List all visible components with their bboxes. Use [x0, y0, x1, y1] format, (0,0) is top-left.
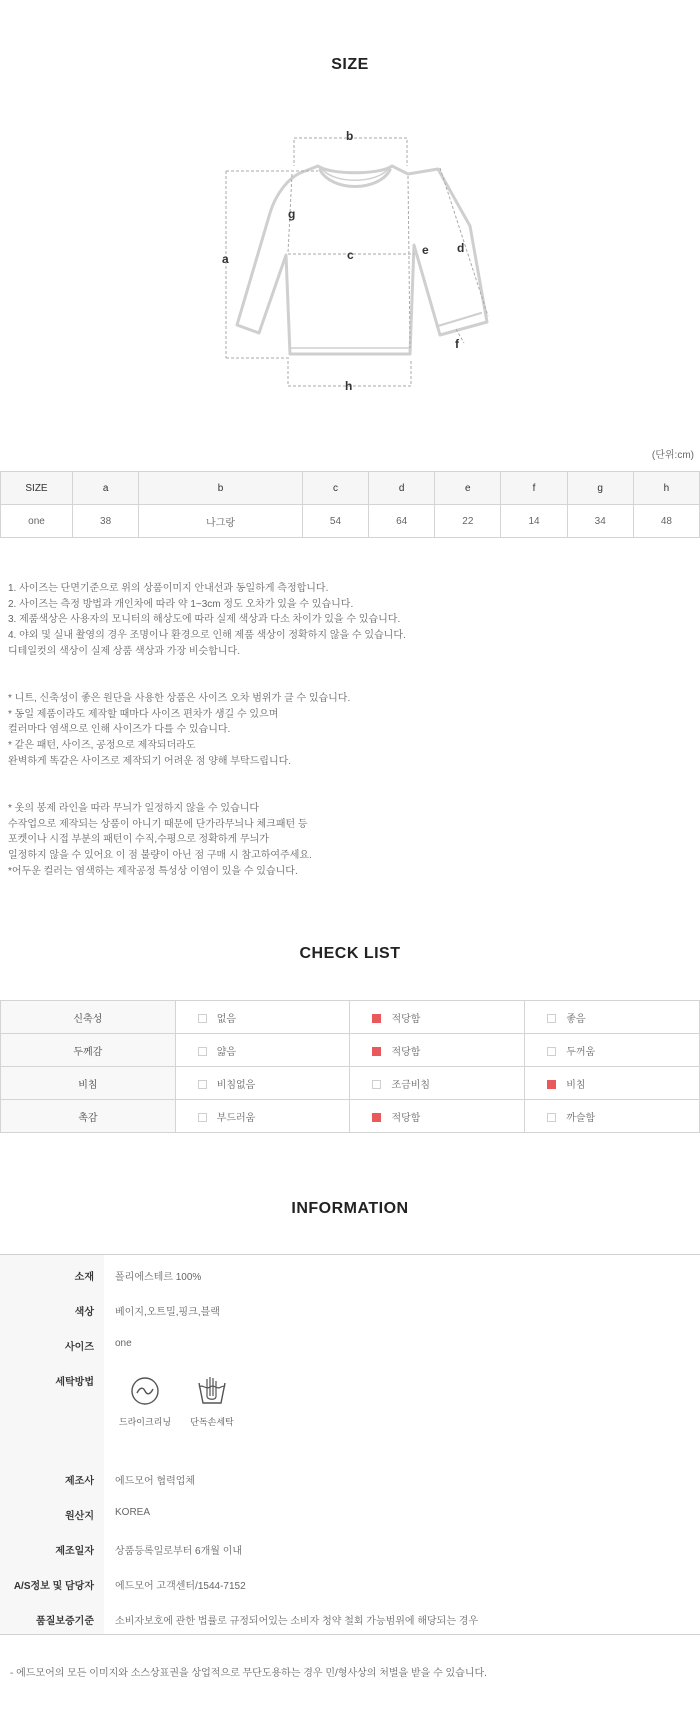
checkbox-icon [547, 1014, 556, 1023]
check-option-label: 비침 [566, 1079, 586, 1091]
check-option [350, 1100, 525, 1133]
checkbox-icon [198, 1014, 207, 1023]
wash-method-label: 드라이크리닝 [118, 1417, 172, 1427]
note-line: 디테일컷의 색상이 실제 상품 색상과 가장 비슷합니다. [8, 645, 240, 657]
info-value: one [115, 1338, 132, 1349]
info-label: 원산지 [65, 1511, 94, 1522]
check-option [175, 1067, 350, 1100]
checkbox-checked-icon [372, 1014, 381, 1023]
unit-label: (단위:cm) [651, 450, 694, 461]
info-value: 상품등록일로부터 6개월 이내 [115, 1546, 243, 1557]
info-value: 에드모어 협력업체 [115, 1476, 196, 1487]
check-option [175, 1001, 350, 1034]
info-label: 제조사 [65, 1476, 94, 1487]
checkbox-icon [198, 1080, 207, 1089]
check-category: 두께감 [1, 1034, 176, 1067]
note-line: 4. 야외 및 실내 촬영의 경우 조명이나 환경으로 인해 제품 색상이 정확하지 않을 수 있습니다. [8, 630, 406, 642]
info-label: 제조일자 [55, 1546, 94, 1557]
wash-method-label: 단독손세탁 [190, 1417, 234, 1427]
information-title: INFORMATION [291, 1200, 409, 1217]
check-option [350, 1067, 525, 1100]
size-header-cell: g [567, 472, 633, 505]
dry-clean-icon [129, 1375, 161, 1407]
note-line: * 옷의 봉제 라인을 따라 무늬가 일정하지 않을 수 있습니다 [8, 803, 260, 814]
info-value: 에드모어 고객센터/1544-7152 [115, 1581, 246, 1592]
check-option-label: 적당함 [391, 1112, 421, 1124]
size-header-cell: f [501, 472, 567, 505]
fabric-notes [8, 691, 350, 770]
note-line: * 같은 패턴, 사이즈, 공정으로 제작되더라도 [8, 740, 196, 752]
check-option [525, 1034, 700, 1067]
check-option-label: 부드러움 [216, 1112, 256, 1124]
label-b: b [346, 129, 354, 143]
size-header-cell: h [633, 472, 699, 505]
info-label: 품질보증기준 [36, 1616, 94, 1627]
info-value: 폴리에스테르 100% [115, 1272, 202, 1283]
size-cell: 나그랑 [139, 505, 303, 538]
label-g: g [288, 207, 296, 221]
check-option-label: 없음 [216, 1013, 237, 1025]
checkbox-icon [547, 1113, 556, 1122]
size-header-cell: c [302, 472, 368, 505]
check-option [350, 1034, 525, 1067]
checkbox-icon [198, 1047, 207, 1056]
label-h: h [345, 379, 353, 393]
size-header-cell: a [73, 472, 139, 505]
size-header-cell: d [369, 472, 435, 505]
info-value: KOREA [115, 1507, 151, 1518]
size-header-cell: e [435, 472, 501, 505]
size-notes [8, 581, 406, 660]
size-cell: 34 [567, 505, 633, 538]
size-cell: 38 [73, 505, 139, 538]
wash-method-hand-wash [177, 1375, 247, 1428]
size-cell: 22 [435, 505, 501, 538]
label-a: a [222, 252, 229, 266]
info-label: 소재 [74, 1272, 94, 1283]
check-row [1, 1034, 700, 1067]
note-line: 컬러마다 염색으로 인해 사이즈가 다를 수 있습니다. [8, 724, 231, 736]
check-option [175, 1100, 350, 1133]
size-header-cell: b [139, 472, 303, 505]
size-header-cell: SIZE [1, 472, 73, 505]
info-bottom-divider [0, 1634, 700, 1635]
info-top-divider [0, 1254, 700, 1255]
check-category: 촉감 [1, 1100, 176, 1133]
size-cell: 54 [302, 505, 368, 538]
checkbox-checked-icon [372, 1047, 381, 1056]
note-line: *어두운 컬러는 염색하는 제작공정 특성상 이염이 있을 수 있습니다. [8, 865, 298, 877]
label-c: c [347, 248, 354, 262]
note-line: * 니트, 신축성이 좋은 원단을 사용한 상품은 사이즈 오차 범위가 클 수 있습니다. [8, 693, 351, 704]
size-title: SIZE [331, 56, 369, 73]
check-option-label: 적당함 [391, 1046, 421, 1058]
table-row [1, 505, 700, 538]
check-option-label: 두꺼움 [566, 1046, 596, 1058]
check-option-label: 비침없음 [216, 1079, 256, 1091]
check-category: 신축성 [1, 1001, 176, 1034]
check-row [1, 1100, 700, 1133]
check-option [525, 1001, 700, 1034]
label-e: e [422, 243, 429, 257]
pattern-notes [8, 801, 312, 880]
info-label: A/S정보 및 담당자 [13, 1581, 94, 1592]
check-row [1, 1001, 700, 1034]
wash-method-dry-clean [110, 1375, 180, 1428]
size-cell: one [1, 505, 73, 538]
size-cell: 64 [369, 505, 435, 538]
check-option [175, 1034, 350, 1067]
size-table [0, 471, 700, 538]
check-list-table [0, 1000, 700, 1133]
label-d: d [457, 241, 465, 255]
check-option-label: 얇음 [216, 1046, 237, 1058]
info-label: 사이즈 [65, 1342, 94, 1353]
checkbox-checked-icon [547, 1080, 556, 1089]
check-option-label: 조금비침 [391, 1079, 431, 1091]
note-line: 완벽하게 똑같은 사이즈로 제작되기 어려운 점 양해 부탁드립니다. [8, 755, 292, 767]
checkbox-icon [198, 1113, 207, 1122]
size-cell: 14 [501, 505, 567, 538]
copyright-note: - 에드모어의 모든 이미지와 소스상표권을 상업적으로 무단도용하는 경우 민/형사상의 처벌을 받을 수 있습니다. [10, 1668, 487, 1679]
note-line: 수작업으로 제작되는 상품이 아니기 때문에 단가라무늬나 체크패턴 등 [8, 818, 308, 830]
checkbox-icon [547, 1047, 556, 1056]
size-cell: 48 [633, 505, 699, 538]
check-option [525, 1067, 700, 1100]
sweater-size-diagram [0, 0, 700, 400]
checkbox-icon [372, 1080, 381, 1089]
info-label: 색상 [74, 1307, 94, 1318]
note-line: 포켓이나 시접 부분의 패턴이 수직,수평으로 정확하게 무늬가 [8, 834, 269, 846]
info-value: 베이지,오트밀,핑크,블랙 [115, 1307, 220, 1318]
check-list-title: CHECK LIST [299, 945, 401, 962]
note-line: 1. 사이즈는 단면기준으로 위의 상품이미지 안내선과 동일하게 측정합니다. [8, 583, 329, 594]
info-value: 소비자보호에 관한 법률로 규정되어있는 소비자 청약 철회 가능범위에 해당되는 경우 [115, 1616, 479, 1627]
hand-wash-icon [195, 1375, 229, 1407]
note-line: 2. 사이즈는 측정 방법과 개인차에 따라 약 1~3cm 정도 오차가 있을 수 있습니다. [8, 598, 354, 610]
check-option-label: 좋음 [566, 1013, 586, 1025]
info-label: 세탁방법 [55, 1377, 94, 1388]
checkbox-checked-icon [372, 1113, 381, 1122]
check-option [525, 1100, 700, 1133]
check-option-label: 까슬함 [566, 1112, 596, 1124]
check-option [350, 1001, 525, 1034]
check-category: 비침 [1, 1067, 176, 1100]
label-f: f [455, 337, 459, 351]
check-row [1, 1067, 700, 1100]
size-table-header [1, 472, 700, 505]
note-line: * 동일 제품이라도 제작할 때마다 사이즈 편차가 생길 수 있으며 [8, 708, 279, 720]
check-option-label: 적당함 [391, 1013, 421, 1025]
note-line: 일정하지 않을 수 있어요 이 점 불량이 아닌 점 구매 시 참고하여주세요. [8, 850, 312, 862]
note-line: 3. 제품색상은 사용자의 모니터의 해상도에 따라 실제 색상과 다소 차이가 있을 수 있습니다. [8, 614, 401, 626]
